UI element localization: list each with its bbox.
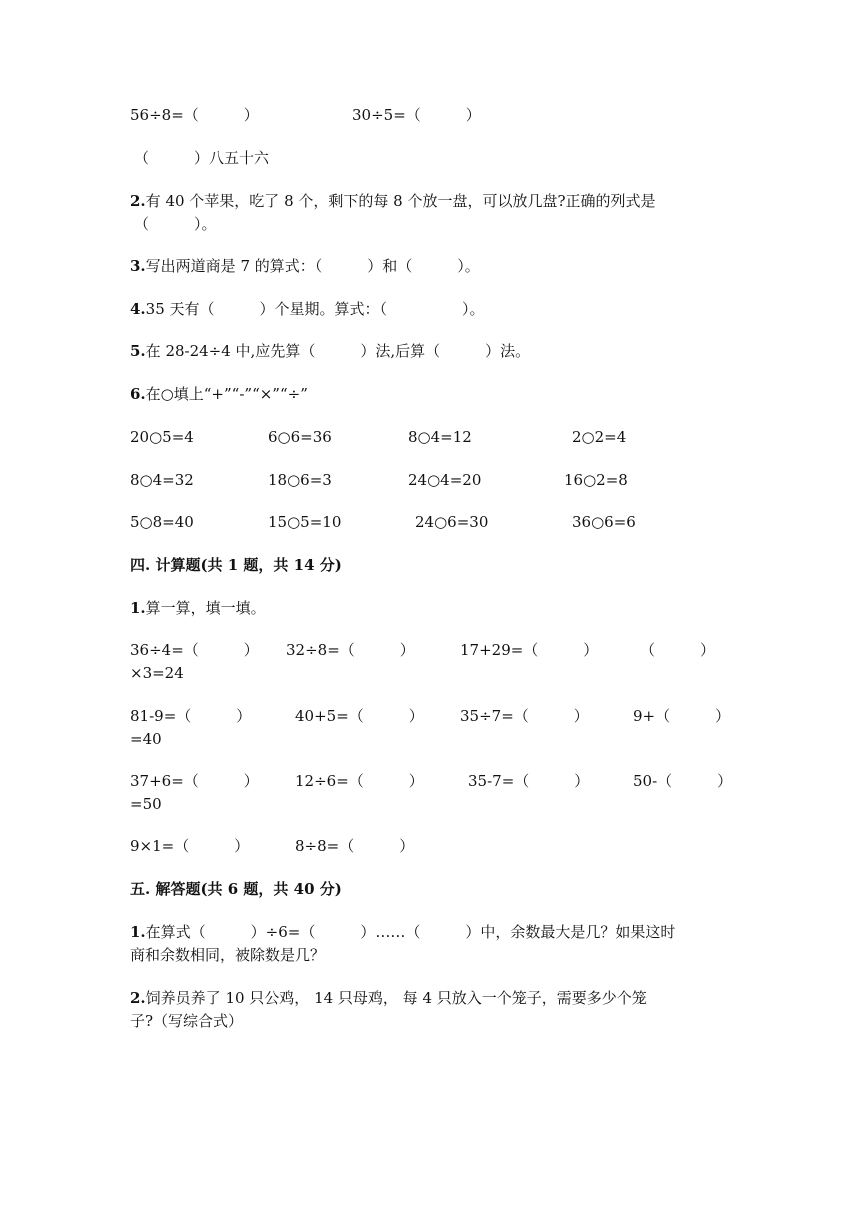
chant-line: （ ）八五十六: [134, 149, 270, 167]
section5-q2-line2: 子?（写综合式）: [130, 1012, 244, 1030]
q6-r3-c1: 5○8=40: [130, 513, 194, 531]
calc-r1-c4: （ ）: [640, 641, 716, 659]
q3-number: 3.: [130, 257, 146, 275]
q5-number: 5.: [130, 342, 146, 360]
q6-r1-c2: 6○6=36: [268, 428, 332, 446]
section5-q1-text: 在算式（ ）÷6=（ ）……（ ）中，余数最大是几？如果这时: [145, 923, 676, 941]
section4-q1-text: 算一算，填一填。: [145, 599, 266, 617]
q6-text: 在○填上“+”“-”“×”“÷”: [145, 385, 308, 403]
section5-q2-text: 饲养员养了 10 只公鸡， 14 只母鸡， 每 4 只放入一个笼子，需要多少个笼: [145, 989, 647, 1007]
q6-r2-c4: 16○2=8: [564, 471, 628, 489]
q4-text: 35 天有（ ）个星期。算式：（ ）。: [145, 300, 485, 318]
q3-line: [130, 255, 480, 277]
q6-r3-c2: 15○5=10: [268, 513, 342, 531]
section4-q1-number: 1.: [130, 599, 146, 617]
section5-title: 五. 解答题(共 6 题，共 40 分): [130, 880, 342, 898]
q2-line2: （ ）。: [134, 215, 217, 233]
q5-line: [130, 340, 530, 362]
section4-title: 四. 计算题(共 1 题，共 14 分): [130, 556, 342, 574]
calc-r2-wrap: =40: [130, 730, 162, 748]
section5-q1-line1: [130, 921, 675, 943]
q2-line1: [130, 190, 656, 212]
calc-r1-c3: 17+29=（ ）: [460, 641, 599, 659]
calc-r2-c4: 9+（ ）: [633, 707, 731, 725]
calc-r3-c3: 35-7=（ ）: [468, 772, 590, 790]
section5-q2-number: 2.: [130, 989, 146, 1007]
q6-r1-c1: 20○5=4: [130, 428, 194, 446]
q6-r2-c1: 8○4=32: [130, 471, 194, 489]
q6-r1-c4: 2○2=4: [572, 428, 627, 446]
calc-r1-wrap: ×3=24: [130, 664, 184, 682]
q6-number: 6.: [130, 385, 146, 403]
section5-q1-line2: 商和余数相同，被除数是几？: [130, 946, 326, 964]
calc-r2-c1: 81-9=（ ）: [130, 707, 252, 725]
calc-r3-c1: 37+6=（ ）: [130, 772, 259, 790]
q6-r3-c4: 36○6=6: [572, 513, 636, 531]
q3-text: 写出两道商是 7 的算式：（ ）和（ ）。: [145, 257, 480, 275]
top-row-left: 56÷8=（ ）: [130, 106, 259, 124]
calc-r3-wrap: =50: [130, 795, 162, 813]
q2-text: 有 40 个苹果，吃了 8 个，剩下的每 8 个放一盘，可以放几盘?正确的列式是: [145, 192, 656, 210]
section5-q1-number: 1.: [130, 923, 146, 941]
q6-r3-c3: 24○6=30: [415, 513, 489, 531]
q5-text: 在 28-24÷4 中,应先算（ ）法,后算（ ）法。: [145, 342, 531, 360]
calc-r4-c2: 8÷8=（ ）: [295, 837, 415, 855]
calc-r2-c2: 40+5=（ ）: [295, 707, 424, 725]
top-row-right: 30÷5=（ ）: [352, 106, 481, 124]
section4-q1-line: [130, 597, 266, 619]
section5-q2-line1: [130, 987, 647, 1009]
calc-r1-c2: 32÷8=（ ）: [286, 641, 415, 659]
calc-r1-c1: 36÷4=（ ）: [130, 641, 259, 659]
q4-number: 4.: [130, 300, 146, 318]
calc-r4-c1: 9×1=（ ）: [130, 837, 250, 855]
q6-r2-c2: 18○6=3: [268, 471, 332, 489]
q6-line: [130, 383, 308, 405]
q6-r2-c3: 24○4=20: [408, 471, 482, 489]
q6-r1-c3: 8○4=12: [408, 428, 472, 446]
calc-r3-c2: 12÷6=（ ）: [295, 772, 424, 790]
calc-r3-c4: 50-（ ）: [633, 772, 733, 790]
calc-r2-c3: 35÷7=（ ）: [460, 707, 589, 725]
q4-line: [130, 298, 485, 320]
q2-number: 2.: [130, 192, 146, 210]
